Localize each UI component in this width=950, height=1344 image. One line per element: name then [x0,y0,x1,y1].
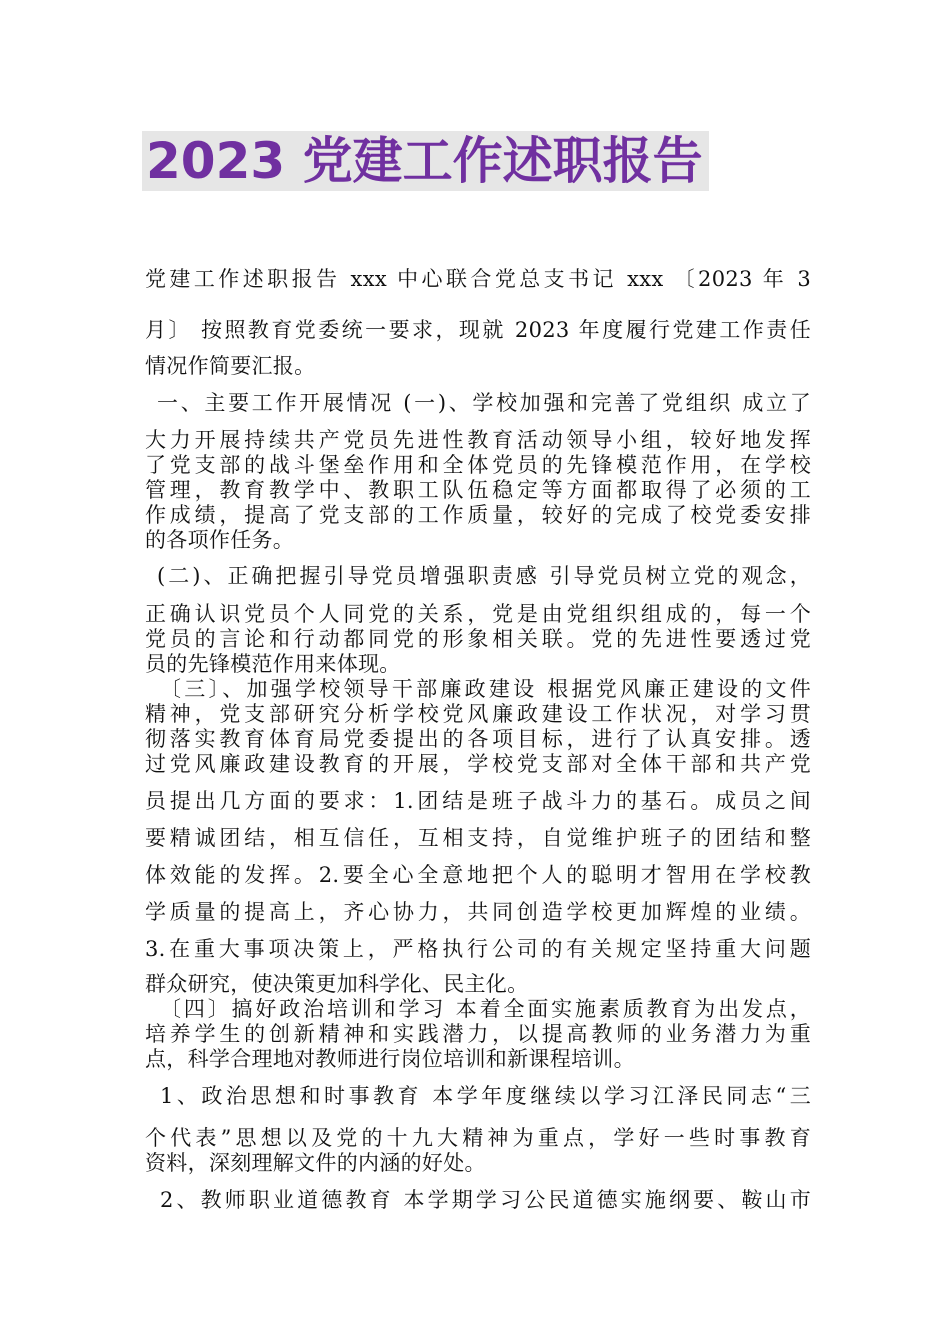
paragraph-line: 了党支部的战斗堡垒作用和全体党员的先锋模范作用，在学校 [145,453,811,477]
paragraph-line: 体效能的发挥。2.要全心全意地把个人的聪明才智用在学校教 [145,863,811,887]
paragraph-line: 党员的言论和行动都同党的形象相关联。党的先进性要透过党 [145,627,811,651]
paragraph-line: 3.在重大事项决策上，严格执行公司的有关规定坚持重大问题 [145,937,811,961]
paragraph-line: 培养学生的创新精神和实践潜力，以提高教师的业务潜力为重 [145,1022,811,1046]
paragraph-line: 管理，教育教学中、教职工队伍稳定等方面都取得了必须的工 [145,478,811,502]
paragraph-line: 要精诚团结，相互信任，互相支持，自觉维护班子的团结和整 [145,826,811,850]
paragraph-line: 精神，党支部研究分析学校党风廉政建设工作状况，对学习贯 [145,702,811,726]
paragraph-line: 群众研究，使决策更加科学化、民主化。 [145,972,529,996]
paragraph-line: 情况作简要汇报。 [145,354,316,378]
paragraph-line: 党建工作述职报告 xxx 中心联合党总支书记 xxx 〔2023 年 3 [145,267,811,291]
paragraph-line: 资料，深刻理解文件的内涵的好处。 [145,1151,486,1175]
paragraph-line: 〔三〕、加强学校领导干部廉政建设 根据党风廉正建设的文件 [160,677,811,701]
paragraph-line: 点，科学合理地对教师进行岗位培训和新课程培训。 [145,1047,635,1071]
paragraph-line: 过党风廉政建设教育的开展，学校党支部对全体干部和共产党 [145,752,811,776]
paragraph-line: 〔四〕搞好政治培训和学习 本着全面实施素质教育为出发点， [160,997,811,1021]
paragraph-line: 月〕 按照教育党委统一要求，现就 2023 年度履行党建工作责任 [145,318,811,342]
paragraph-line: 员提出几方面的要求：1.团结是班子战斗力的基石。成员之间 [145,789,811,813]
paragraph-line: 个代表”思想以及党的十九大精神为重点，学好一些时事教育 [145,1126,811,1150]
paragraph-line: (二)、正确把握引导党员增强职责感 引导党员树立党的观念， [157,564,811,588]
paragraph-line: 一、主要工作开展情况 (一)、学校加强和完善了党组织 成立了 [157,391,811,415]
paragraph-line: 彻落实教育体育局党委提出的各项目标，进行了认真安排。透 [145,727,811,751]
paragraph-line: 作成绩，提高了党支部的工作质量，较好的完成了校党委安排 [145,503,811,527]
paragraph-line: 的各项作任务。 [145,528,295,552]
paragraph-line: 1、政治思想和时事教育 本学年度继续以学习江泽民同志“三 [160,1084,811,1108]
paragraph-line: 学质量的提高上，齐心协力，共同创造学校更加辉煌的业绩。 [145,900,811,924]
paragraph-line: 大力开展持续共产党员先进性教育活动领导小组，较好地发挥 [145,428,811,452]
paragraph-line: 正确认识党员个人同党的关系，党是由党组织组成的，每一个 [145,602,811,626]
paragraph-line: 2、教师职业道德教育 本学期学习公民道德实施纲要、鞍山市 [160,1188,811,1212]
page-title: 2023 党建工作述职报告 [146,132,703,190]
paragraph-line: 员的先锋模范作用来体现。 [145,652,401,676]
title-highlight [142,131,709,191]
